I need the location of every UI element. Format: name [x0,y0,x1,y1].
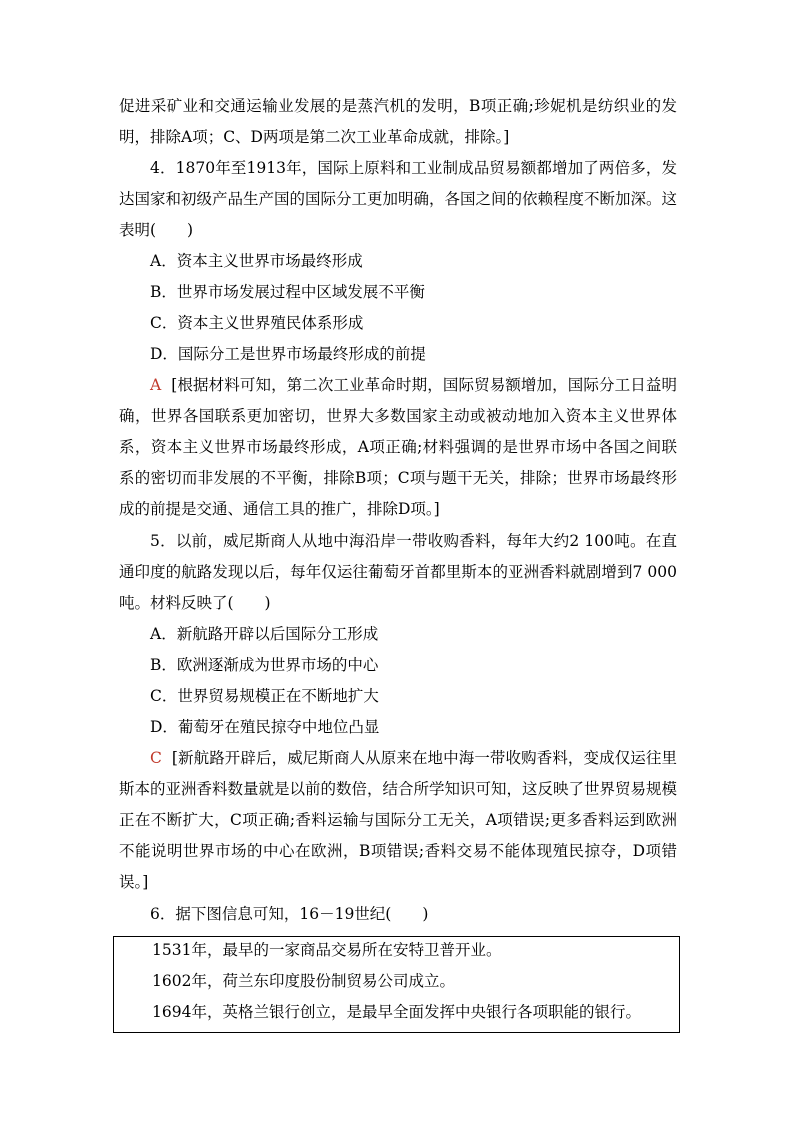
question-4-stem: 4．1870年至1913年，国际上原料和工业制成品贸易额都增加了两倍多，发达国家和初级产品生产国的国际分工更加明确，各国之间的依赖程度不断加深。这表明( ) [119,159,678,239]
question-4-option-d: D．国际分工是世界市场最终形成的前提 [150,345,426,363]
answer-letter: A [150,376,162,394]
question-4-option-b: B．世界市场发展过程中区域发展不平衡 [150,283,425,301]
material-line-1: 1531年，最早的一家商品交易所在安特卫普开业。 [152,941,502,959]
question-5-answer [119,743,677,898]
question-5-option-a: A．新航路开辟以后国际分工形成 [150,625,379,643]
question-4-explanation: [根据材料可知，第二次工业革命时期，国际贸易额增加，国际分工日益明确，世界各国联系更加密切，世界大多数国家主动或被动地加入资本主义世界体系，资本主义世界市场最终形成，A项正确;材料强调的是世界市场中各国之间联系的密切而非发展的不平衡，排除B项；C项与题干无关，排除；世界市场最终形成的前提是交通、通信工具的推广，排除D项。] [119,376,677,518]
question-5-explanation: [新航路开辟后，威尼斯商人从原来在地中海一带收购香料，变成仅运往里斯本的亚洲香料数量就是以前的数倍，结合所学知识可知，这反映了世界贸易规模正在不断扩大，C项正确;香料运输与国际分工无关，A项错误;更多香料运到欧洲不能说明世界市场的中心在欧洲，B项错误;香料交易不能体现殖民掠夺，D项错误。] [119,749,678,891]
question-5-stem: 5．以前，威尼斯商人从地中海沿岸一带收购香料，每年大约2 100吨。在直通印度的航路发现以后，每年仅运往葡萄牙首都里斯本的亚洲香料就剧增到7 000吨。材料反映了( ) [119,532,677,612]
question-5-option-d: D．葡萄牙在殖民掠夺中地位凸显 [150,718,380,736]
question-5-option-c: C．世界贸易规模正在不断地扩大 [150,687,379,705]
question-5-option-b: B．欧洲逐渐成为世界市场的中心 [150,656,379,674]
material-box [113,936,680,1033]
answer-letter: C [150,749,162,767]
material-line-2: 1602年，荷兰东印度股份制贸易公司成立。 [152,972,455,990]
question-4-option-c: C．资本主义世界殖民体系形成 [150,314,364,332]
material-line-3: 1694年，英格兰银行创立，是最早全面发挥中央银行各项职能的银行。 [152,1003,641,1021]
question-4-answer [119,370,677,525]
previous-explanation: 促进采矿业和交通运输业发展的是蒸汽机的发明，B项正确;珍妮机是纺织业的发明，排除A项；C、D两项是第二次工业革命成就，排除。] [119,97,677,146]
question-4-option-a: A．资本主义世界市场最终形成 [150,252,363,270]
question-6-stem: 6．据下图信息可知，16－19世纪( ) [150,905,429,923]
